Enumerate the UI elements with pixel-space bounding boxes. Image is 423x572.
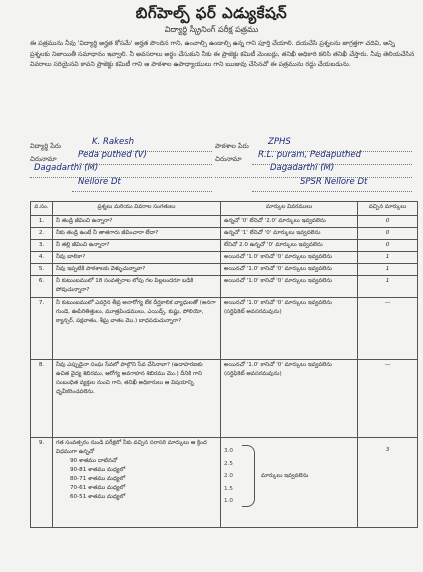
scale-value: 2.0	[224, 473, 233, 479]
scale-value: 1.0	[224, 498, 233, 504]
table-row	[31, 228, 418, 240]
table-row	[31, 216, 418, 228]
school-address-line-1[interactable]: R.L. puram, Pedaputhed	[258, 150, 362, 160]
row-marks[interactable]: —	[358, 360, 418, 438]
row-question: నీ కుటుంబములో ఎవరైన తీవ్ర అనారోగ్య లేక దీర్ఘకాలిక వ్యాధులతో (అనగా గుండె, ఊపిరితిత్తులు, మూత్రపిండములు, ఎయిడ్స్, కుష్టు, పోలియో, క్యాన్సర్, పక్షవాతం, శీఘ్ర వాతం మొ.) బాధపడుచున్నారా?	[53, 298, 221, 360]
school-address-underline-1	[252, 164, 412, 165]
row-marks[interactable]: 1	[358, 276, 418, 298]
row-criteria: అయినచో '1.0' కానిచో '0' మార్కులు ఇవ్వవలెను (సర్టిఫికెట్ అవసరమవును)	[221, 298, 358, 360]
table-row	[31, 276, 418, 298]
row-marks[interactable]: 1	[358, 264, 418, 276]
form-subtitle: విద్యార్థి స్క్రీనింగ్ పరీక్ష పత్రము	[164, 25, 259, 34]
questions-table	[30, 201, 418, 528]
row-marks[interactable]: 0	[358, 240, 418, 252]
address-line-1[interactable]: Peda puthed (V)	[78, 150, 147, 160]
row-number: 4.	[31, 252, 53, 264]
scale-brace	[242, 445, 255, 507]
row-criteria: మార్కులు ఇవ్వవలెను	[261, 472, 309, 479]
col-header-criteria: మార్కుల వివరములు	[221, 202, 358, 216]
row-criteria: ఉన్నచో '0' లేనిచో '2.0' మార్కులు ఇవ్వవలెను	[221, 216, 358, 228]
table-row	[31, 264, 418, 276]
col-header-number: వ.సం.	[31, 202, 53, 216]
row-criteria: అయినచో '1.0' కానిచో '0' మార్కులు ఇవ్వవలెను	[221, 276, 358, 298]
table-row	[31, 252, 418, 264]
col-header-question: ప్రశ్నలు మరియు వివరాల సంగతులు	[53, 202, 221, 216]
address-line-3[interactable]: Nellore Dt	[78, 177, 121, 187]
address-underline-2	[30, 177, 212, 178]
school-address-line-2[interactable]: Dagadarthi (M)	[270, 163, 335, 173]
grade-range: 70-61 శాతము మధ్యలో	[70, 485, 126, 491]
row-criteria: అయినచో '1.0' కానిచో '0' మార్కులు ఇవ్వవలెను	[221, 252, 358, 264]
table-row	[31, 360, 418, 438]
student-name-label: విద్యార్థి పేరు	[30, 142, 62, 150]
row-marks[interactable]: 0	[358, 216, 418, 228]
table-row	[31, 298, 418, 360]
school-address-label: చిరునామా	[215, 155, 242, 163]
row-question: నీ తండ్రి జీవించి ఉన్నారా?	[53, 216, 221, 228]
row-question: నీకు తండ్రి ఉంటే నీ తాతగారు జీవించారా లేదా?	[53, 228, 221, 240]
row-criteria-scale	[221, 438, 358, 528]
row-number: 9.	[31, 438, 53, 528]
row-number: 3.	[31, 240, 53, 252]
row-marks[interactable]: —	[358, 298, 418, 360]
address-line-2[interactable]: Dagadarthi (M)	[34, 163, 99, 173]
scale-value: 3.0	[224, 448, 233, 454]
row-question: గత సంవత్సరం నుండి పరీక్షలో నీకు వచ్చిన సరాసరి మార్కులు ఆ క్రింద విధముగా ఉన్నచో	[56, 440, 207, 455]
col-header-marks: వచ్చిన మార్కులు	[358, 202, 418, 216]
row-criteria: లేనిచో 2.0 ఉన్నచో '0' మార్కులు ఇవ్వవలెను	[221, 240, 358, 252]
row-question: నీవు ఎప్పుడైనా సంఘ సేవలో పాల్గొని సేవ చేసినావా? (ఉదాహరణకు ఉచిత వైద్య శిబిరము, ఆరోగ్య అవగాహన శిబిరము మొ.) దీనికి గాని సంబంధిత వ్యక్తుల నుంచి గాని, తనిఖీ అధికారులు ఆ విషయాన్ని ధృవీకరించవలెను.	[53, 360, 221, 438]
table-row	[31, 240, 418, 252]
row-number: 6.	[31, 276, 53, 298]
student-name-value[interactable]: K. Rakesh	[92, 137, 135, 147]
scale-value: 1.5	[224, 485, 233, 492]
row-marks[interactable]: 3	[358, 438, 418, 528]
address-underline-1	[72, 164, 212, 165]
row-question: నీవు బాలికా?	[53, 252, 221, 264]
school-address-underline-3	[252, 191, 412, 192]
intro-paragraph: ఈ పత్రమును నీవు 'విద్యార్థి అర్హత కోసమే' అర్హత పొందిన గాని, ఉంచాల్సి ఉండాల్సి ఉన్న గాని పూర్తి చేయాలి. దయచేసి ప్రశ్నలను జాగ్రత్తగా చదివి, అన్ని ప్రశ్నలకు నిజాయితీ సమాధానం ఇవ్వాలి. నీ అవసరాలు అర్థం చేసుకుని నీకు ఈ ప్రాజెక్టు కమిటీ మెంబర్లు, తనిఖీ అధికారి కలిసి తనిఖీ చేస్తారు. నీవు తెలియచేసిన వివరాలు సరియైనవి కావని ప్రాజెక్టు కమిటీ గాని ఆ పాఠశాల ఉపాధ్యాయులు గాని ఋజువు చేసినచో ఈ పత్రమును రద్దు చేయబడును.	[30, 40, 415, 68]
row-criteria: ఉన్నచో '1' లేనిచో '0' మార్కులు ఇవ్వవలెను	[221, 228, 358, 240]
table-header-row	[31, 202, 418, 216]
school-address-line-3[interactable]: SPSR Nellore Dt	[300, 177, 368, 187]
row-number: 7.	[31, 298, 53, 360]
table-row	[31, 438, 418, 528]
row-number: 1.	[31, 216, 53, 228]
grade-range: 90 శాతము దాటినచో	[70, 458, 118, 464]
row-number: 2.	[31, 228, 53, 240]
address-label: చిరునామా	[30, 155, 57, 163]
row-marks[interactable]: 0	[358, 228, 418, 240]
school-name-label: పాఠశాల పేరు	[215, 142, 249, 150]
school-name-value[interactable]: ZPHS	[268, 137, 291, 147]
grade-range: 90-81 శాతము మధ్యలో	[70, 467, 126, 473]
row-question-grades	[53, 438, 221, 528]
form-title: బిగ్‌హెల్ప్ ఫర్ ఎడ్యుకేషన్	[135, 4, 288, 22]
school-address-underline-2	[215, 177, 412, 178]
address-underline-3	[72, 191, 212, 192]
grade-range: 80-71 శాతము మధ్యలో	[70, 476, 126, 482]
row-question: నీ కుటుంబములో 18 సంవత్సరాల లోపు గల పిల్లలందరూ బడికి పోవుచున్నారా?	[53, 276, 221, 298]
row-number: 8.	[31, 360, 53, 438]
row-number: 5.	[31, 264, 53, 276]
row-question: నీ తల్లి జీవించి ఉన్నారా?	[53, 240, 221, 252]
row-marks[interactable]: 1	[358, 252, 418, 264]
row-question: నీవు ఇప్పటికి పాఠశాలకు వెళ్ళుచున్నావా?	[53, 264, 221, 276]
row-criteria: అయినచో '1.0' కానిచో '0' మార్కులు ఇవ్వవలెను	[221, 264, 358, 276]
scale-value: 2.5	[224, 460, 233, 467]
grade-range: 60-51 శాతము మధ్యలో	[70, 494, 126, 500]
row-criteria: అయినచో '1.0' కానిచో '0' మార్కులు ఇవ్వవలెను (సర్టిఫికెట్ అవసరమవును)	[221, 360, 358, 438]
